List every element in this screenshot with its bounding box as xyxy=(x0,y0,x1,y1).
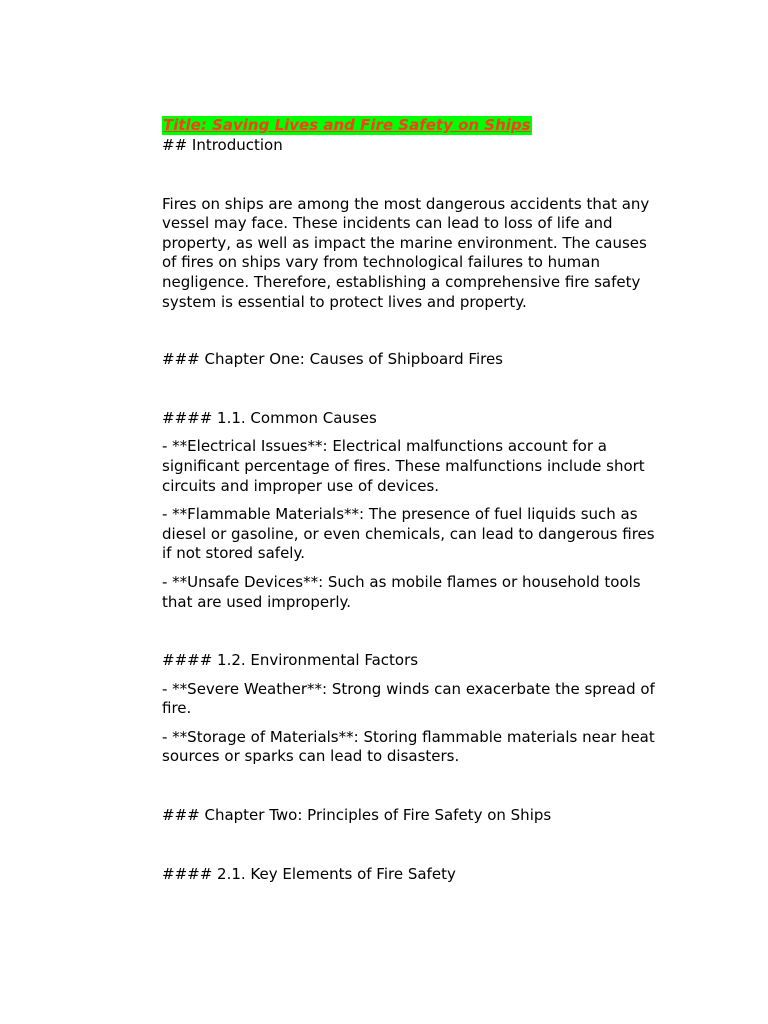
intro-heading: ## Introduction xyxy=(162,136,283,154)
bullet-severe-weather: - **Severe Weather**: Strong winds can exacerbate the spread of fire. xyxy=(162,679,655,718)
section-1-1-heading: #### 1.1. Common Causes xyxy=(162,408,377,427)
document-title: Title: Saving Lives and Fire Safety on Ships xyxy=(163,116,531,134)
bullet-flammable-materials: - **Flammable Materials**: The presence of fuel liquids such as diesel or gasoline, or even chemicals, can lead to dangerous fires if not stored safely. xyxy=(162,505,655,563)
section-2-1-heading: #### 2.1. Key Elements of Fire Safety xyxy=(162,864,456,883)
title-line xyxy=(162,116,662,136)
intro-paragraph: Fires on ships are among the most dangerous accidents that any vessel may face. These incidents can lead to loss of life and property, as well as impact the marine environment. The causes of fires on ships vary from technological failures to human negligence. Therefore, establishing a comprehensive fire safety system is essential to protect lives and property. xyxy=(162,194,650,311)
bullet-electrical-issues: - **Electrical Issues**: Electrical malfunctions account for a significant percentage of fires. These malfunctions include short circuits and improper use of devices. xyxy=(162,437,645,495)
chapter-one-heading: ### Chapter One: Causes of Shipboard Fires xyxy=(162,350,503,369)
chapter-two-heading: ### Chapter Two: Principles of Fire Safety on Ships xyxy=(162,806,552,825)
document-body xyxy=(162,116,662,884)
section-1-2-heading: #### 1.2. Environmental Factors xyxy=(162,651,419,670)
bullet-unsafe-devices: - **Unsafe Devices**: Such as mobile flames or household tools that are used improperly. xyxy=(162,572,641,611)
bullet-storage-of-materials: - **Storage of Materials**: Storing flammable materials near heat sources or sparks can lead to disasters. xyxy=(162,727,655,766)
